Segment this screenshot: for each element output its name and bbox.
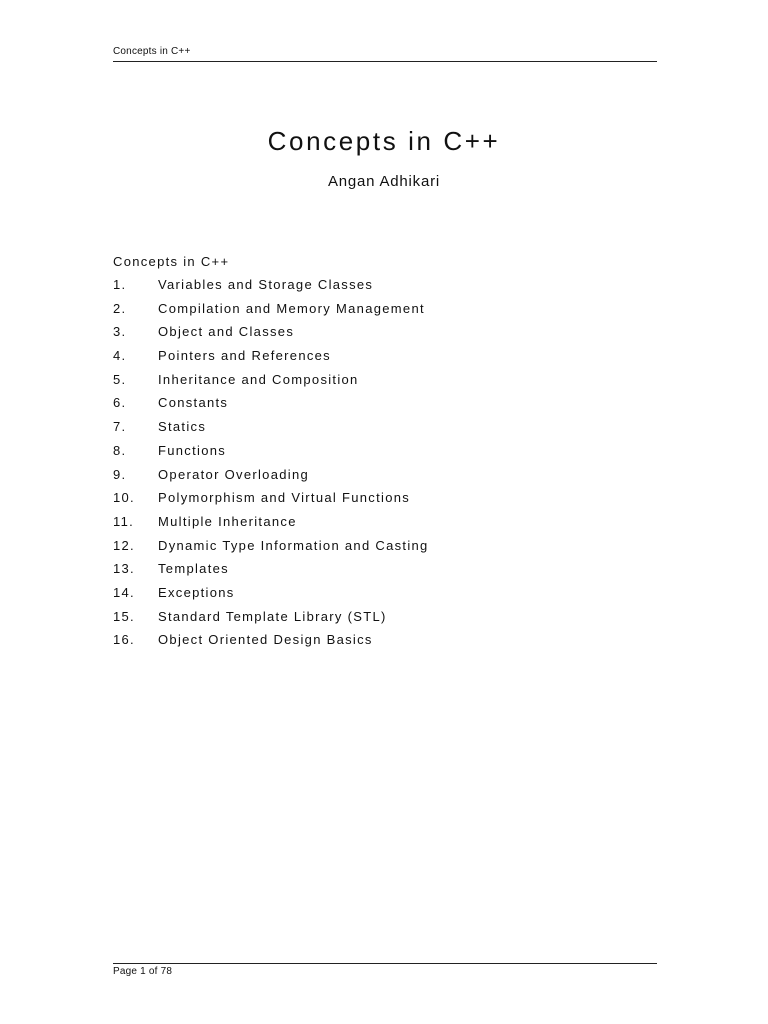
toc-item-number: 16. [113,632,135,648]
toc-item-label: Standard Template Library (STL) [158,608,387,624]
running-footer [113,963,657,977]
toc-item [113,417,673,441]
running-header-title: Concepts in C++ [113,46,191,57]
toc-item-number: 1. [113,277,127,292]
toc-item-number: 10. [113,490,135,506]
toc-item [113,512,673,536]
toc-item-number: 6. [113,395,127,411]
toc-item [113,441,673,465]
toc-item-number: 4. [113,348,127,364]
toc-item-label: Polymorphism and Virtual Functions [158,490,411,506]
toc-item-number: 2. [113,300,127,316]
toc-item [113,559,673,583]
toc-item-label: Inheritance and Composition [158,371,359,387]
toc-item-label: Compilation and Memory Management [158,300,425,316]
document-title: Concepts in C++ [267,126,501,156]
document-author: Angan Adhikari [327,173,441,190]
toc-item-label: Variables and Storage Classes [158,277,374,292]
toc-item [113,465,673,489]
toc-item-number: 9. [113,466,127,482]
toc-item [113,488,673,512]
toc-item-label: Exceptions [158,584,235,600]
toc-item [113,607,673,631]
toc-item-label: Constants [158,395,229,411]
toc-item [113,583,673,607]
toc-item [113,299,673,323]
toc-item-label: Dynamic Type Information and Casting [158,537,429,553]
toc-item-number: 3. [113,324,127,340]
toc-item-number: 7. [113,419,127,435]
toc-item-label: Statics [158,419,207,435]
toc-item-label: Object and Classes [158,324,295,340]
toc-item [113,322,673,346]
toc-item [113,630,673,654]
toc-item [113,346,673,370]
toc-item-number: 11. [113,513,135,529]
toc-item [113,393,673,417]
toc-item-label: Object Oriented Design Basics [158,632,373,648]
toc-item-label: Pointers and References [158,348,331,364]
toc-item-label: Templates [158,561,229,577]
toc-item-label: Multiple Inheritance [158,513,297,529]
toc-item-number: 14. [113,584,135,600]
toc-item-label: Operator Overloading [158,466,310,482]
running-header [113,46,657,62]
toc-item-number: 13. [113,561,135,577]
toc-item [113,370,673,394]
toc-heading: Concepts in C++ [113,254,230,269]
page-number: Page 1 of 78 [113,966,173,977]
toc-list [113,275,673,654]
toc-item-number: 12. [113,537,135,553]
toc-item [113,275,673,299]
table-of-contents [113,252,673,654]
toc-item-label: Functions [158,442,227,458]
toc-item-number: 8. [113,442,127,458]
toc-item-number: 15. [113,608,135,624]
toc-item-number: 5. [113,371,127,387]
toc-item [113,536,673,560]
